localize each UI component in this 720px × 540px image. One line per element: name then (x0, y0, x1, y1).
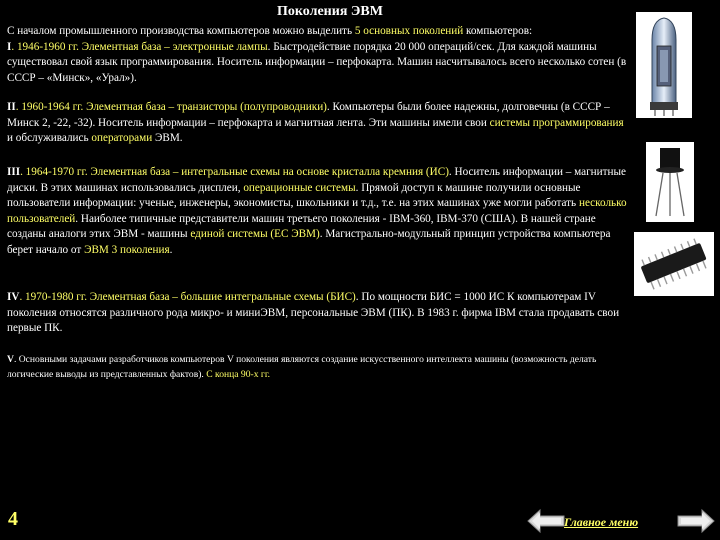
gen3-highlight-es-evm: единой системы (ЕС ЭВМ) (190, 228, 320, 241)
gen2-text-1: . Компьютеры были более надежны, долговечны (в СССР – Минск 2, -22, -32). Носитель информации – перфокарта и магнитная лента. Эти машины имели свои (7, 101, 610, 129)
gen5-text: . Основными задачами разработчиков компьютеров V поколения являются создание искусственного интеллекта машины (возможность делать логические выводы из представленных фактов). (7, 354, 597, 380)
section-generation-5 (7, 352, 627, 382)
gen2-text-2: и обслуживались (7, 132, 92, 145)
forward-arrow-button[interactable] (676, 508, 716, 534)
integrated-circuit-image (634, 232, 714, 296)
slide-number: 4 (8, 508, 18, 530)
roman-numeral-3: III (7, 166, 21, 178)
gen1-text: . Быстродействие порядка 20 000 операций/сек. Для каждой машины существовал свой язык программирования. Носитель информации – перфокарта. Машин насчитывалось всего несколько сотен (в СССР – «Минск», «Урал»). (7, 40, 627, 84)
back-arrow-button[interactable] (526, 508, 566, 534)
five-generations-highlight: 5 основных поколений (354, 25, 464, 37)
roman-numeral-5: V (7, 354, 14, 365)
gen1-heading: . 1946-1960 гг. Элементная база – электронные лампы (11, 40, 268, 53)
gen3-text-4: . Магистрально-модульный принцип устройства компьютера берет начало от (7, 228, 611, 256)
gen3-text-1: . Носитель информации – магнитные диски. В этих машинах использовались дисплеи, (7, 166, 627, 194)
section-generation-1 (7, 24, 627, 86)
section-generation-4 (7, 290, 627, 337)
gen2-heading: . 1960-1964 гг. Элементная база – транзисторы (полупроводники) (15, 101, 327, 113)
gen3-text-3: . Наиболее типичные представители машин третьего поколения - IBM-360, IBM-370 (США). В нашей стране созданы аналоги этих ЭВМ - машины (7, 212, 596, 241)
gen3-highlight-evm3: ЭВМ 3 поколения (84, 243, 170, 256)
transistor-image (646, 142, 694, 222)
gen3-text-2: . Прямой доступ к машине получили основные пользователи информации: ученые, инженеры, экономисты, школьники и т.д., т.е. на этих машинах уже могли работать (7, 181, 581, 210)
roman-numeral-2: II (7, 101, 16, 113)
gen4-heading: . 1970-1980 гг. Элементная база – большие интегральные схемы (БИС) (19, 291, 356, 303)
gen2-highlight-operators: операторами (91, 132, 153, 145)
vacuum-tube-image (636, 12, 692, 118)
gen5-highlight-90s: С конца 90-х гг. (206, 369, 271, 380)
gen3-text-5: . (169, 243, 173, 256)
gen3-highlight-multiuser: несколько пользователей (7, 197, 627, 225)
gen3-highlight-os: операционные системы (243, 181, 356, 194)
page-title: Поколения ЭВМ (277, 4, 383, 19)
roman-numeral-1: I (7, 40, 12, 53)
gen3-heading: . 1964-1970 гг. Элементная база – интегральные схемы на основе кристалла кремния (ИС) (20, 166, 449, 178)
intro-text-end: компьютеров: (463, 25, 533, 37)
main-menu-link[interactable]: Главное меню (564, 515, 639, 529)
gen2-highlight-programming: системы программирования (489, 116, 624, 129)
gen2-text-3: ЭВМ. (152, 132, 183, 145)
gen4-text: . По мощности БИС = 1000 ИС К компьютерам IV поколения относятся различного рода микро- и миниЭВМ, персональные ЭВМ (ПК). В 1983 г. фирма IBM стала продавать свои первые ПК. (7, 291, 620, 335)
section-generation-3 (7, 165, 627, 259)
roman-numeral-4: IV (7, 291, 20, 303)
section-generation-2 (7, 100, 627, 147)
intro-text: С началом промышленного производства компьютеров можно выделить (7, 25, 355, 37)
